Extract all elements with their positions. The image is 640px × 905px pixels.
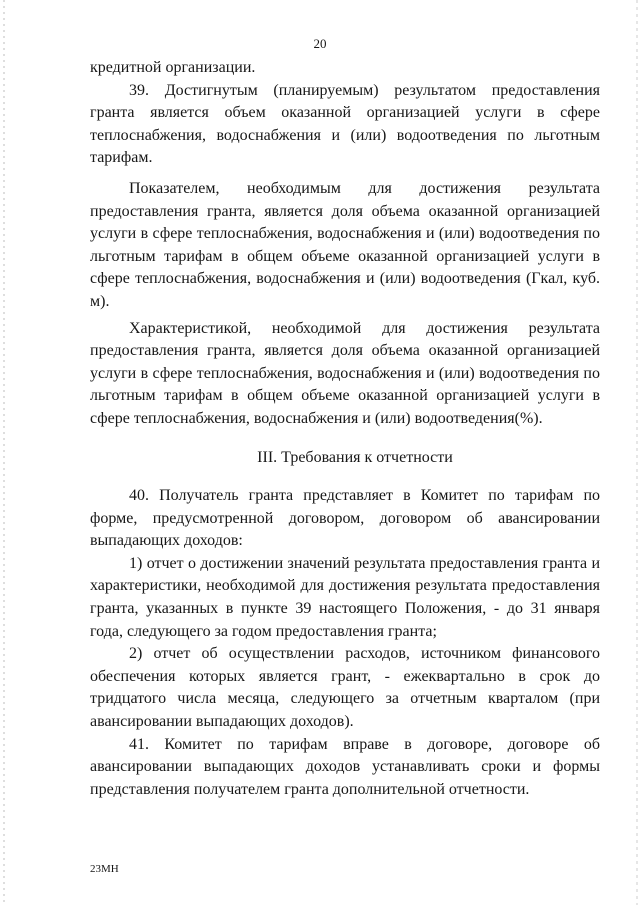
footer-document-code: 23МН [90,863,119,875]
scan-edge-left [3,0,5,905]
paragraph-40: 40. Получатель гранта представляет в Комитет по тарифам по форме, предусмотренной договором, договором об авансировании выпадающих доходов: [90,487,600,550]
paragraph-characteristic: Характеристикой, необходимой для достижения результата предоставления гранта, является доля объема оказанной организацией услуги в сфере теплоснабжения, водоснабжения и (или) водоотведения по льготным тарифам в общем объеме оказанной организацией услуги в сфере теплоснабжения, водоснабжения и (или) водоотведения(%). [90,319,600,427]
section-title: III. Требования к отчетности [257,448,453,466]
list-item-2: 2) отчет об осуществлении расходов, источником финансового обеспечения которых является грант, - ежеквартально в срок до тридцатого числа месяца, следующего за отчетным кварталом (при авансировании выпадающих доходов). [90,645,600,731]
paragraph-41: 41. Комитет по тарифам вправе в договоре, договоре об авансировании выпадающих доходов устанавливать сроки и формы представления получателем гранта дополнительной отчетности. [90,735,600,798]
paragraph-39: 39. Достигнутым (планируемым) результатом предоставления гранта является объем оказанной организацией услуги в сфере теплоснабжения, водоснабжения и (или) водоотведения по льготным тарифам. [90,81,600,167]
list-item-1: 1) отчет о достижении значений результата предоставления гранта и характеристики, необходимой для достижения результата предоставления гранта, указанных в пункте 39 настоящего Положения, - до 31 января года, следующего за годом предоставления гранта; [90,554,600,640]
page-number: 20 [313,36,327,51]
document-body [90,57,600,801]
paragraph-indicator: Показателем, необходимым для достижения результата предоставления гранта, является доля объема оказанной организацией услуги в сфере теплоснабжения, водоснабжения и (или) водоотведения по льготным тарифам в общем объеме оказанной организацией услуги в сфере теплоснабжения, водоснабжения и (или) водоотведения (Гкал, куб. м). [90,179,600,310]
scan-edge-right [636,0,638,905]
continuation-text: кредитной организации. [90,59,256,76]
